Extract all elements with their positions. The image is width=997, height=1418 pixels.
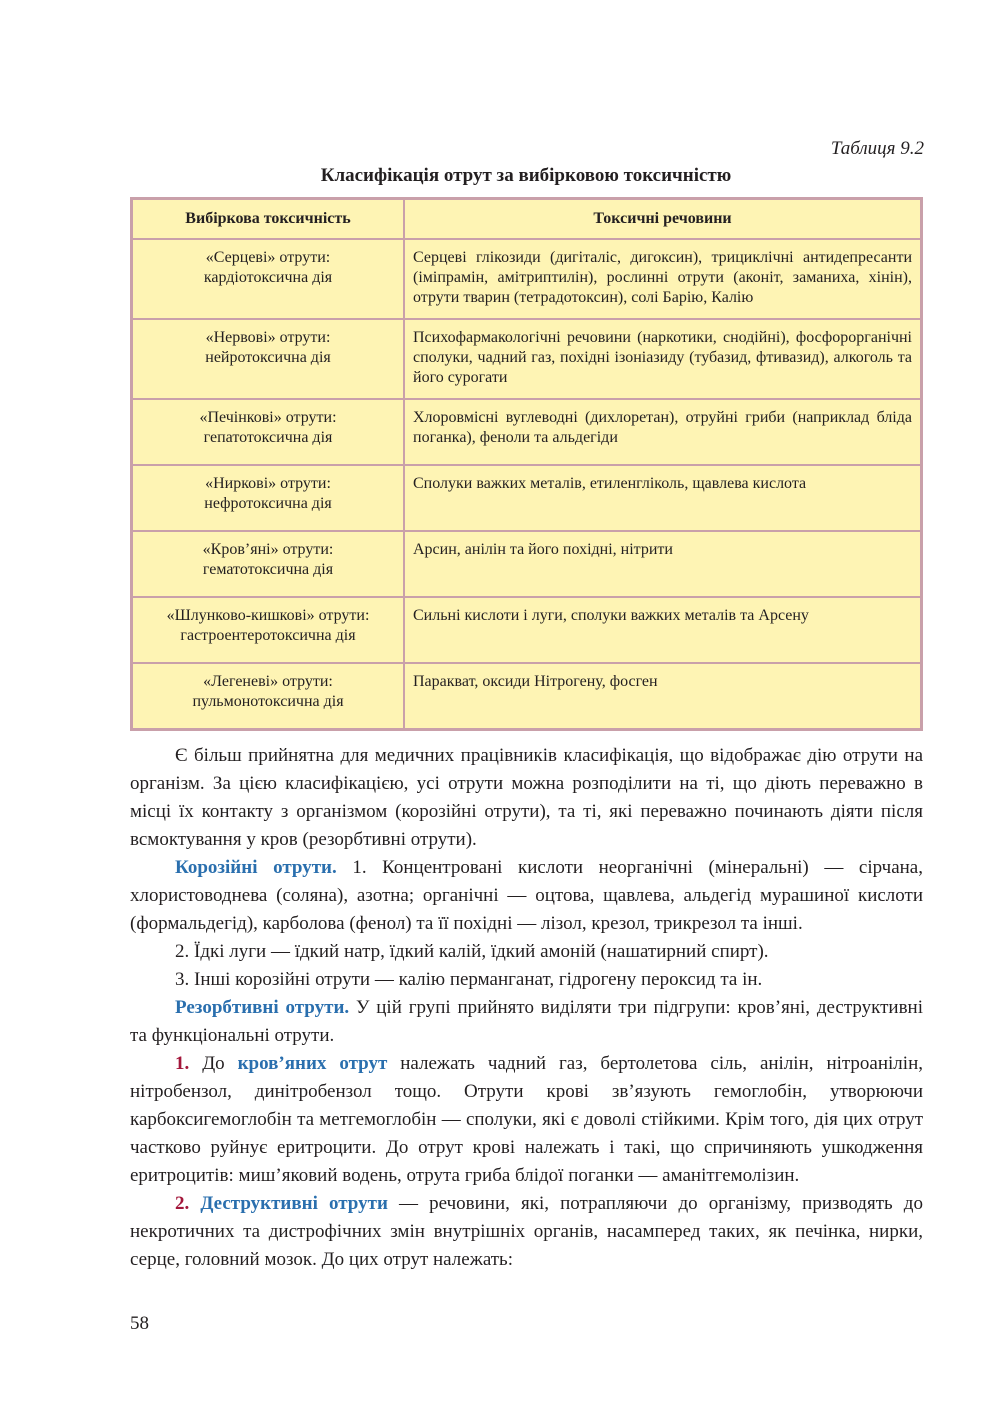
toxicity-type-cell bbox=[133, 664, 403, 728]
toxicity-action: нефротоксична дія bbox=[204, 495, 332, 512]
toxicity-type: «Шлунково-кишкові» отрути: bbox=[166, 607, 370, 624]
heading-destructive-poisons: Деструктивні отрути bbox=[189, 1193, 388, 1214]
header-selective-toxicity: Вибіркова токсичність bbox=[133, 200, 403, 238]
body-text bbox=[130, 742, 923, 1274]
toxicity-type-cell bbox=[133, 320, 403, 398]
paragraph-other-corrosive: 3. Інші корозійні отрути — калію перманганат, гідрогену пероксид та ін. bbox=[175, 969, 763, 990]
table-row bbox=[133, 400, 920, 464]
paragraph-blood-poisons bbox=[130, 1050, 923, 1190]
paragraph-destructive-poisons bbox=[130, 1190, 923, 1274]
paragraph-classification-intro: Є більш прийнятна для медичних працівників класифікація, що відображає дію отрути на організм. За цією класифікацією, усі отрути можна розподілити на ті, що діють переважно в місці їх контакту з організмом (корозійні отрути), та ті, які переважно починають діяти після всмоктування у кров (резорбтивні отрути). bbox=[130, 745, 923, 850]
table-row bbox=[133, 664, 920, 728]
table-header-row bbox=[133, 200, 920, 238]
table-row bbox=[133, 320, 920, 398]
blood-poisons-prefix: До bbox=[189, 1053, 238, 1074]
table-row bbox=[133, 466, 920, 530]
toxicity-action: нейротоксична дія bbox=[205, 349, 331, 366]
toxicity-type: «Серцеві» отрути: bbox=[205, 249, 331, 266]
substances-cell: Паракват, оксиди Нітрогену, фосген bbox=[405, 664, 920, 728]
table-row bbox=[133, 240, 920, 318]
paragraph-alkalis: 2. Їдкі луги — їдкий натр, їдкий калій, їдкий амоній (нашатирний спирт). bbox=[175, 941, 769, 962]
toxicity-action: кардіотоксична дія bbox=[203, 269, 333, 286]
toxicity-type: «Кров’яні» отрути: bbox=[202, 541, 334, 558]
heading-corrosive-poisons: Корозійні отрути. bbox=[175, 857, 337, 878]
toxicity-type-cell bbox=[133, 532, 403, 596]
toxicity-type: «Ниркові» отрути: bbox=[205, 475, 331, 492]
substances-cell: Хлоровмісні вуглеводні (дихлоретан), отруйні гриби (наприклад бліда поганка), феноли та альдегіди bbox=[405, 400, 920, 464]
substances-cell: Сильні кислоти і луги, сполуки важких металів та Арсену bbox=[405, 598, 920, 662]
blood-poisons-text: належать чадний газ, бертолетова сіль, анілін, нітроанілін, нітробензол, динітробензол тощо. Отрути крові зв’язують гемоглобін, утворюючи карбоксигемоглобін та метгемоглобін — сполуки, які є доволі стійкими. Крім того, дія цих отрут частково руйнує еритроцити. До отрут крові належать і такі, що спричиняють ушкодження еритроцитів: миш’яковий водень, отрута гриба блідої поганки — аманітгемолізин. bbox=[130, 1053, 923, 1186]
page-number: 58 bbox=[130, 1313, 149, 1334]
toxicity-type: «Печінкові» отрути: bbox=[199, 409, 337, 426]
toxicity-type-cell bbox=[133, 400, 403, 464]
item-number-1: 1. bbox=[175, 1053, 190, 1074]
substances-cell: Серцеві глікозиди (дигіталіс, дигоксин), трициклічні антидепресанти (іміпрамін, амітриптилін), рослинні отрути (аконіт, заманиха, хінін), отрути тварин (тетрадотоксин), солі Барію, Калію bbox=[405, 240, 920, 318]
destructive-poisons-text: — речовини, які, потрапляючи до організму, призводять до некротичних та дистрофічних змін внутрішніх органів, насамперед таких, як печінка, нирки, серце, головний мозок. До цих отрут належать: bbox=[130, 1193, 923, 1270]
heading-resorptive-poisons: Резорбтивні отрути. bbox=[175, 997, 350, 1018]
substances-cell: Арсин, анілін та його похідні, нітрити bbox=[405, 532, 920, 596]
item-number-2: 2. bbox=[175, 1193, 190, 1214]
toxicity-action: гепатотоксична дія bbox=[203, 429, 333, 446]
corrosive-poisons-text: 1. Концентровані кислоти неорганічні (мінеральні) — сірчана, хлористоводнева (соляна), азотна; органічні — оцтова, щавлева, альдегід мурашиної кислоти (формальдегід), карболова (фенол) та її похідні — лізол, крезол, трикрезол та інші. bbox=[130, 857, 923, 934]
toxicity-type-cell bbox=[133, 598, 403, 662]
toxicity-action: гастроентеротоксична дія bbox=[180, 627, 356, 644]
toxicity-action: пульмонотоксична дія bbox=[192, 693, 344, 710]
toxicity-table bbox=[130, 197, 923, 731]
paragraph-corrosive-poisons bbox=[130, 854, 923, 938]
table-row bbox=[133, 598, 920, 662]
table-label: Таблиця 9.2 bbox=[830, 138, 924, 159]
toxicity-type-cell bbox=[133, 466, 403, 530]
heading-blood-poisons: кров’яних отрут bbox=[237, 1053, 388, 1074]
toxicity-type: «Нервові» отрути: bbox=[205, 329, 331, 346]
paragraph-resorptive-poisons bbox=[130, 994, 923, 1050]
header-toxic-substances: Токсичні речовини bbox=[405, 200, 920, 238]
substances-cell: Психофармакологічні речовини (наркотики, снодійні), фосфорорганічні сполуки, чадний газ, похідні ізоніазиду (тубазид, фтивазид), алкоголь та його сурогати bbox=[405, 320, 920, 398]
resorptive-poisons-text: У цій групі прийнято виділяти три підгрупи: кров’яні, деструктивні та функціональні отрути. bbox=[130, 997, 923, 1046]
substances-cell: Сполуки важких металів, етиленгліколь, щавлева кислота bbox=[405, 466, 920, 530]
toxicity-type-cell bbox=[133, 240, 403, 318]
table-row bbox=[133, 532, 920, 596]
toxicity-type: «Легеневі» отрути: bbox=[203, 673, 333, 690]
toxicity-action: гематотоксична дія bbox=[202, 561, 334, 578]
table-title: Класифікація отрут за вибірковою токсичністю bbox=[320, 165, 732, 186]
